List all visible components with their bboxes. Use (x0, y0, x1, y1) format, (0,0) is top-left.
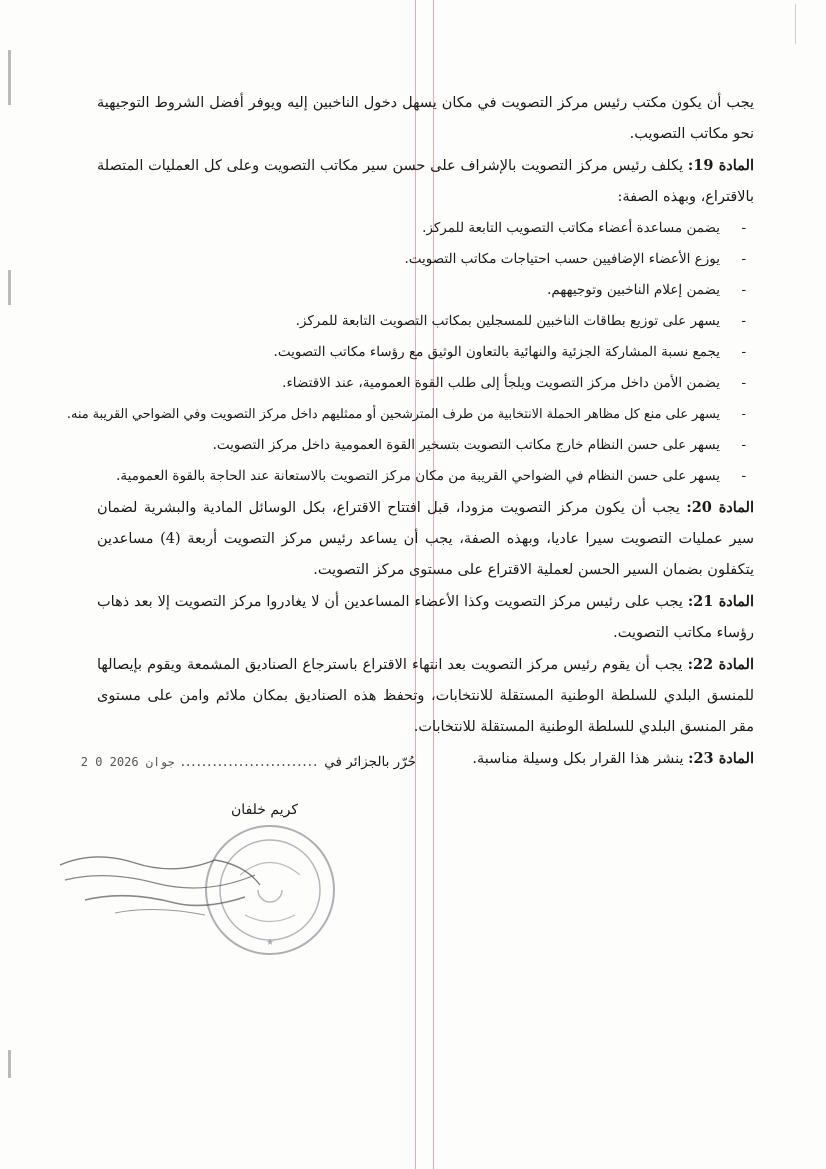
svg-text:★: ★ (265, 938, 275, 948)
list-item: - يجمع نسبة المشاركة الجزئية والنهائية بالتعاون الوثيق مع رؤساء مكاتب التصويت. (97, 337, 754, 368)
place-date-line (80, 754, 416, 770)
article-20-text: يجب أن يكون مركز التصويت مزودا، قبل افتتاح الاقتراع، بكل الوسائل المادية والبشرية لضمان سير عمليات التصويت سيرا عاديا، وبهذه الصفة، يجب أن يساعد رئيس مركز التصويت أربعة (4) مساعدين يتكفلون بضمان السير الحسن لعملية الاقتراع على مستوى مركز التصويت. (97, 500, 754, 578)
list-item: - يضمن إعلام الناخبين وتوجيههم. (97, 275, 754, 306)
article-20-label: المادة 20: (686, 499, 754, 516)
list-item: - يسهر على حسن النظام في الضواحي القريبة من مكان مركز التصويت بالاستعانة عند الحاجة بالقوة العمومية. (97, 461, 754, 492)
handwritten-signature-icon (55, 845, 265, 925)
scan-edge-mark (8, 50, 11, 105)
article-19-text: يكلف رئيس مركز التصويت بالإشراف على حسن سير مكاتب التصويت وعلى كل العمليات المتصلة بالاقتراع، وبهذه الصفة: (97, 158, 754, 205)
article-20 (97, 492, 754, 586)
date-stamp: 2 0 جوان 2026 (80, 755, 175, 769)
article-23-text: ينشر هذا القرار بكل وسيلة مناسبة. (472, 751, 684, 767)
article-19 (66, 150, 754, 492)
article-21-text: يجب على رئيس مركز التصويت وكذا الأعضاء المساعدين أن لا يغادروا مركز التصويت إلا بعد ذهاب رؤساء مكاتب التصويت. (97, 594, 754, 641)
document-body (66, 88, 754, 775)
scan-edge-mark (8, 1050, 11, 1078)
article-22-text: يجب أن يقوم رئيس مركز التصويت بعد انتهاء الاقتراع باسترجاع الصناديق المشمعة ويقوم بإيصالها للمنسق البلدي للسلطة الوطنية المستقلة للانتخابات، وتحفظ هذه الصناديق بمكان ملائم وامن على مستوى مقر المنسق البلدي للسلطة الوطنية المستقلة للانتخابات. (97, 657, 754, 735)
list-item: - يضمن مساعدة أعضاء مكاتب التصويب التابعة للمركز. (97, 213, 754, 244)
date-dots: .......................... (180, 754, 319, 770)
signer-name: كريم خلفان (231, 802, 298, 818)
list-item: - يسهر على منع كل مظاهر الحملة الانتخابية من طرف المترشحين أو ممثليهم داخل مركز التصويت وفي الضواحي القريبة منه. (97, 399, 754, 430)
scan-corner-mark (765, 4, 796, 44)
article-19-label: المادة 19: (687, 157, 754, 174)
list-item: - يوزع الأعضاء الإضافيين حسب احتياجات مكاتب التصويت. (97, 244, 754, 275)
place-label: حُرّر بالجزائر في (324, 754, 416, 770)
intro-paragraph: يجب أن يكون مكتب رئيس مركز التصويت في مكان يسهل دخول الناخبين إليه ويوفر أفضل الشروط التوجيهية نحو مكاتب التصويب. (97, 95, 754, 142)
list-item: - يسهر على حسن النظام خارج مكاتب التصويت بتسخير القوة العمومية داخل مركز التصويت. (97, 430, 754, 461)
article-21 (97, 586, 754, 649)
article-23-label: المادة 23: (688, 750, 754, 767)
signature-block (80, 754, 416, 818)
list-item: - يضمن الأمن داخل مركز التصويت ويلجأ إلى طلب القوة العمومية، عند الاقتضاء. (97, 368, 754, 399)
article-21-label: المادة 21: (687, 593, 754, 610)
article-19-list (66, 213, 754, 492)
article-22 (97, 649, 754, 743)
list-item: - يسهر على توزيع بطاقات الناخبين للمسجلين بمكاتب التصويت التابعة للمركز. (97, 306, 754, 337)
article-22-label: المادة 22: (687, 656, 754, 673)
scan-edge-mark (8, 270, 11, 305)
